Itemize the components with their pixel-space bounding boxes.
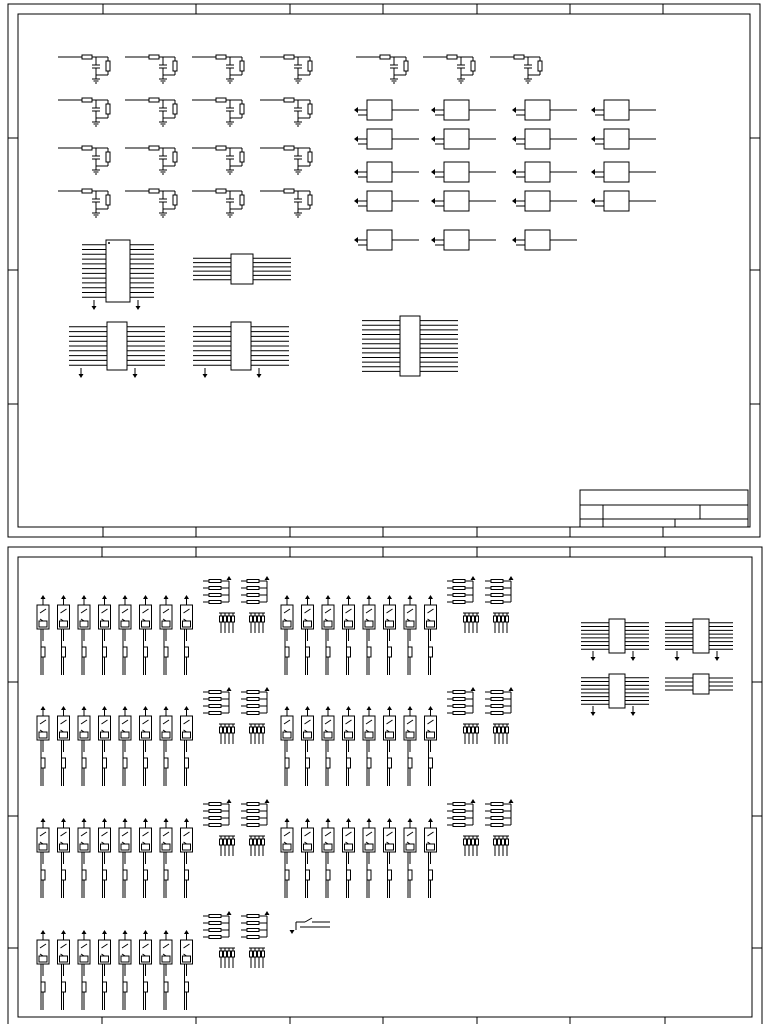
- schematic-sheet-1: [8, 4, 760, 537]
- schematic-sheet-2: [8, 547, 762, 1024]
- title-block: [580, 490, 748, 527]
